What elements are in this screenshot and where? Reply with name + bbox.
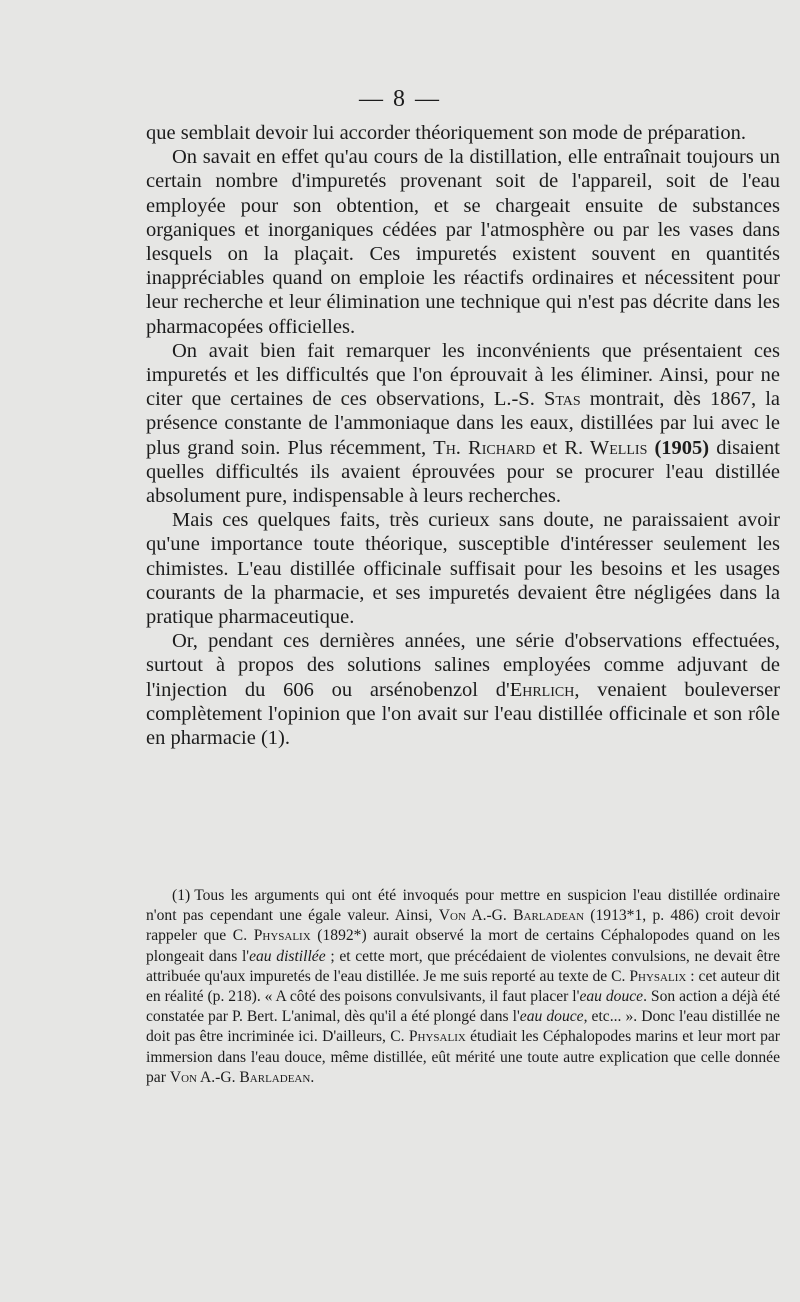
page-number: — 8 — bbox=[359, 86, 441, 112]
footnote-text-h: étudiait les Céphalopodes marins et leur mort par immersion dans l'eau douce, même distillée, eût mérité une toute autre explication que celle donnée par bbox=[146, 1028, 780, 1086]
author-richard: Th. Richard bbox=[433, 436, 536, 459]
footnote bbox=[146, 886, 780, 1088]
paragraph-2: On savait en effet qu'au cours de la distillation, elle entraînait toujours un certain nombre d'impuretés provenant soit de l'appareil, soit de l'eau employée pour son obtention, et se chargeait ensuite de substances organiques et inorganiques cédées par l'atmosphère ou par les vases dans lesquels on la plaçait. Ces impuretés existent souvent en quantités inappréciables quand on emploie les réactifs ordinaires et nécessitent pour leur recherche et leur élimination une technique qui n'est pas décrite dans les pharmacopées officielles. bbox=[146, 146, 780, 338]
author-physalix: Physalix bbox=[629, 967, 687, 985]
paragraph-5-text-b: , venaient bouleverser complètement l'opinion que l'on avait sur l'eau distillée officinale et son rôle en pharmacie (1). bbox=[146, 678, 781, 750]
footnote-text-i: . bbox=[310, 1068, 315, 1086]
footnote-text-g: , etc... ». Donc l'eau distillée ne doit pas être incriminée ici. D'ailleurs, C. bbox=[146, 1008, 780, 1046]
italic-eau-douce: eau douce bbox=[579, 988, 644, 1006]
paragraph-3-text-c: et bbox=[535, 436, 565, 459]
footnote-marker: (1) bbox=[172, 887, 191, 904]
footnote-text-f: . Son action a déjà été constatée par P. Bert. L'animal, dès qu'il a été plongé dans l' bbox=[146, 988, 780, 1026]
citation-year: (1905) bbox=[654, 436, 710, 459]
footnote-text-b: (1913*1, p. 486) croit devoir rappeler que C. bbox=[146, 907, 780, 945]
author-ehrlich: Ehrlich bbox=[509, 678, 575, 701]
italic-eau-distillee: eau distillée bbox=[249, 947, 326, 965]
footnote-text-d: ; et cette mort, que précédaient de violentes convulsions, ne devait être attribuée qu'aux impuretés de l'eau distillée. Je me suis reporté au texte de C. bbox=[146, 947, 780, 985]
paragraph-5 bbox=[146, 629, 780, 750]
author-wellis: R. Wellis bbox=[564, 436, 648, 459]
footnote-text-a: Tous les arguments qui ont été invoqués pour mettre en suspicion l'eau distillée ordinaire n'ont pas cependant une égale valeur. Ainsi, bbox=[146, 887, 780, 925]
author-physalix: Physalix bbox=[408, 1028, 466, 1046]
author-stas: L.-S. Stas bbox=[493, 388, 581, 411]
paragraph-5-text-a: Or, pendant ces dernières années, une série d'observations effectuées, surtout à propos des solutions salines employées comme adjuvant de l'injection du 606 ou arsénobenzol d' bbox=[146, 630, 780, 701]
footnote-paragraph bbox=[146, 886, 780, 1088]
footnote-text-c: (1892*) aurait observé la mort de certains Céphalopodes quand on les plongeait dans l' bbox=[146, 927, 780, 965]
paragraph-4: Mais ces quelques faits, très curieux sans doute, ne paraissaient avoir qu'une importance toute théorique, susceptible d'intéresser seulement les chimistes. L'eau distillée officinale suffisait pour les besoins et les usages courants de la pharmacie, et ses impuretés devaient être négligées dans la pratique pharmaceutique. bbox=[146, 509, 780, 629]
paragraph-1: que semblait devoir lui accorder théoriquement son mode de préparation. bbox=[146, 122, 746, 144]
author-barladean: Von A.-G. Barladean bbox=[169, 1068, 311, 1086]
main-text bbox=[146, 121, 780, 750]
paragraph-3 bbox=[146, 339, 780, 508]
footnote-text-e: : cet auteur dit en réalité (p. 218). « A côté des poisons convulsivants, il faut placer l' bbox=[146, 967, 780, 1006]
paragraph-3-text-b: montrait, dès 1867, la présence constante de l'ammoniaque dans les eaux, distillées par lui avec le plus grand soin. Plus récemment, bbox=[146, 388, 780, 459]
author-physalix: Physalix bbox=[253, 927, 311, 945]
paragraph-3-text-d: disaient quelles difficultés ils avaient éprouvées pour se procurer l'eau distillée absolument pure, indispensable à leurs recherches. bbox=[146, 436, 780, 508]
author-barladean: Von A.-G. Barladean bbox=[438, 907, 585, 925]
paragraph-3-text-a: On avait bien fait remarquer les inconvénients que présentaient ces impuretés et les difficultés que l'on éprouvait à les éliminer. Ainsi, pour ne citer que certaines de ces observations, bbox=[146, 339, 780, 411]
italic-eau-douce: eau douce bbox=[519, 1008, 584, 1026]
